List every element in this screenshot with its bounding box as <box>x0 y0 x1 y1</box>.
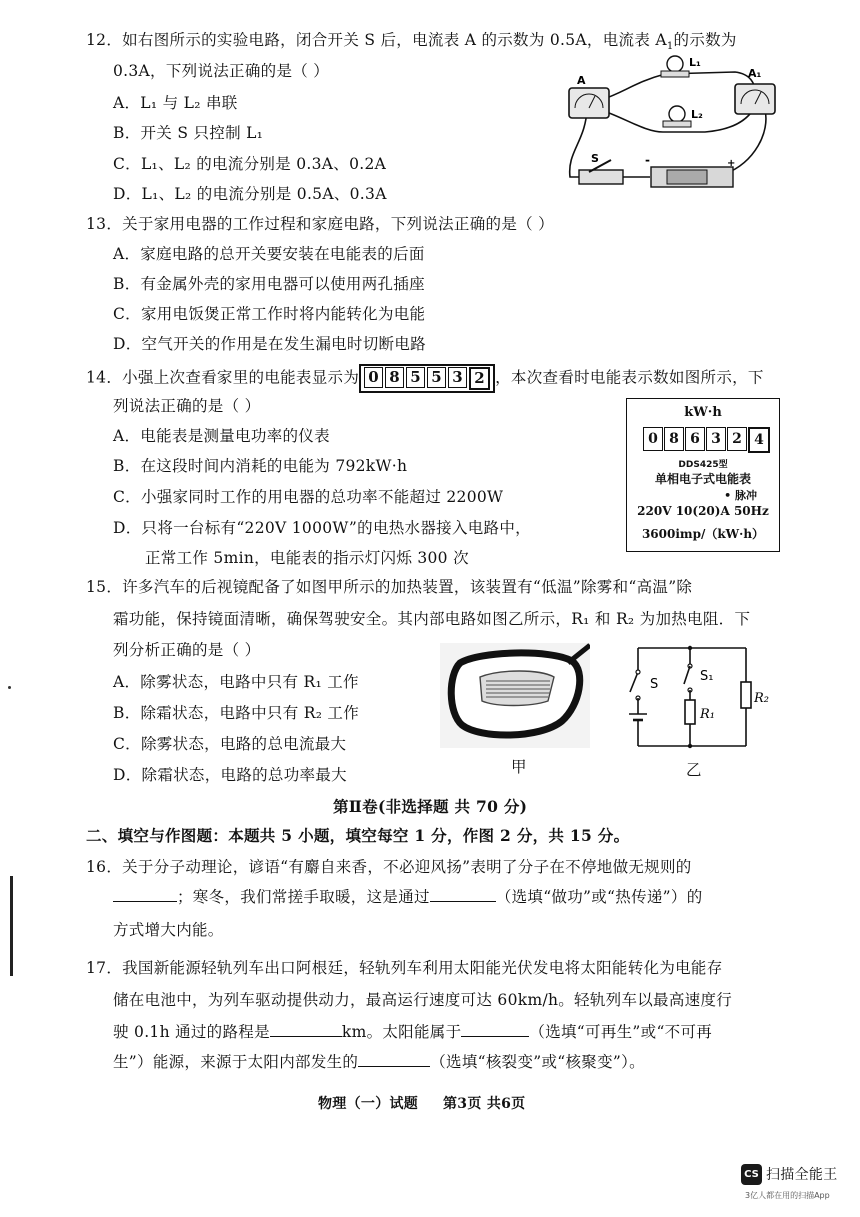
q17-blank-2[interactable] <box>461 1022 529 1037</box>
footer-subject: 物理（一）试题 <box>318 1096 419 1112</box>
ammeter-a1-icon <box>735 84 775 114</box>
q17-line1: 17．我国新能源轻轨列车出口阿根廷，轻轨列车利用太阳能光伏发电将太阳能转化为电能存 <box>86 959 723 977</box>
meter-unit: kW·h <box>684 405 722 420</box>
resistor-r2-label: R₂ <box>754 691 769 706</box>
meter-current-reading: 0 8 6 3 2 4 <box>643 427 771 453</box>
meter-name: 单相电子式电能表 <box>654 472 751 486</box>
section-heading: 二、填空与作图题：本题共 5 小题，填空每空 1 分，作图 2 分，共 15 分。 <box>86 826 630 845</box>
battery-minus-label: - <box>645 153 650 167</box>
q15-option-b: B．除霜状态，电路中只有 R₂ 工作 <box>113 704 360 722</box>
q12-option-b: B．开关 S 只控制 L₁ <box>113 124 264 142</box>
q13-option-d: D．空气开关的作用是在发生漏电时切断电路 <box>113 335 426 353</box>
previous-meter-reading: 0 8 5 5 3 2 <box>359 364 495 393</box>
bulb-l1-icon <box>661 56 689 77</box>
q13-option-c: C．家用电饭煲正常工作时将内能转化为电能 <box>113 305 426 323</box>
ammeter-a1-label: A₁ <box>748 67 762 80</box>
q12-option-c: C．L₁、L₂ 的电流分别是 0.3A、0.2A <box>113 155 387 173</box>
q15-option-d: D．除霜状态，电路的总功率最大 <box>113 766 347 784</box>
q17-blank-1[interactable] <box>270 1022 342 1037</box>
bulb-l2-label: L₂ <box>691 108 703 121</box>
q13-option-b: B．有金属外壳的家用电器可以使用两孔插座 <box>113 275 425 293</box>
energy-meter-panel <box>626 398 780 552</box>
q14-option-a: A．电能表是测量电功率的仪表 <box>113 427 330 445</box>
q15-option-c: C．除雾状态，电路的总电流最大 <box>113 735 347 753</box>
q17-blank-3[interactable] <box>358 1052 430 1067</box>
q14-stem-line2: 列说法正确的是（ ） <box>113 397 261 415</box>
heating-circuit-figure <box>622 640 772 752</box>
switch-s-label: S <box>591 152 599 165</box>
resistor-r1-label: R₁ <box>700 707 715 722</box>
q15-stem-line1: 15．许多汽车的后视镜配备了如图甲所示的加热装置，该装置有“低温”除雾和“高温”除 <box>86 578 693 596</box>
meter-imp: 3600imp/（kW·h） <box>641 527 765 541</box>
q17-line3: 驶 0.1h 通过的路程是 km。太阳能属于 （选填“可再生”或“不可再 <box>113 1023 713 1041</box>
q17-line4: 生”）能源，来源于太阳内部发生的 （选填“核裂变”或“核聚变”）。 <box>113 1053 645 1071</box>
ammeter-a-icon <box>569 88 609 118</box>
switch-s1-label: S₁ <box>700 669 714 684</box>
battery-icon <box>651 167 733 187</box>
q16-line3: 方式增大内能。 <box>113 921 224 939</box>
q16-line1: 16．关于分子动理论，谚语“有麝自来香，不必迎风扬”表明了分子在不停地做无规则的 <box>86 858 692 876</box>
meter-spec: 220V 10(20)A 50Hz <box>637 504 769 518</box>
q15-option-a: A．除雾状态，电路中只有 R₁ 工作 <box>113 673 359 691</box>
q12-stem-line1: 12．如右图所示的实验电路，闭合开关 S 后，电流表 A 的示数为 0.5A，电流表 $A_1$的示数为 <box>86 31 737 53</box>
q13-option-a: A．家庭电路的总开关要安装在电能表的后面 <box>113 245 425 263</box>
q14-stem-line1: 14．小强上次查看家里的电能表显示为 0 8 5 5 3 2 ，本次查看时电能表示数如图所示，下 <box>86 364 764 393</box>
scanner-logo-icon: CS <box>741 1164 762 1185</box>
switch-s-label: S <box>650 677 659 692</box>
section-title: 第Ⅱ卷(非选择题 共 70 分) <box>333 797 528 816</box>
q15-stem-line2: 霜功能，保持镜面清晰，确保驾驶安全。其内部电路如图乙所示，R₁ 和 R₂ 为加热电阻．下 <box>113 610 751 628</box>
switch-s-icon <box>579 160 623 184</box>
watermark-slogan: 3亿人都在用的扫描App <box>745 1191 830 1200</box>
q14-option-d: D．只将一台标有“220V 1000W”的电热水器接入电路中， <box>113 519 531 537</box>
ammeter-a-label: A <box>577 74 586 87</box>
scan-edge-mark <box>10 876 13 976</box>
q16-blank-1[interactable] <box>113 887 177 902</box>
battery-plus-label: + <box>727 158 736 169</box>
scan-dot <box>8 686 11 689</box>
q12-circuit-figure <box>555 52 780 200</box>
q16-line2: ；寒冬，我们常搓手取暖，这是通过 （选填“做功”或“热传递”）的 <box>113 887 703 907</box>
q14-option-d-line2: 正常工作 5min，电能表的指示灯闪烁 300 次 <box>145 549 469 567</box>
q14-option-b: B．在这段时间内消耗的电能为 792kW·h <box>113 457 408 475</box>
meter-model: DDS425型 <box>678 460 728 470</box>
q13-stem: 13．关于家用电器的工作过程和家庭电路，下列说法正确的是（ ） <box>86 215 554 233</box>
q17-line2: 储在电池中，为列车驱动提供动力，最高运行速度可达 60km/h。轻轨列车以最高速度行 <box>113 991 733 1009</box>
q14-option-c: C．小强家同时工作的用电器的总功率不能超过 2200W <box>113 488 504 506</box>
q15-stem-line3: 列分析正确的是（ ） <box>113 641 261 659</box>
bulb-l1-label: L₁ <box>689 56 701 69</box>
watermark-name: 扫描全能王 <box>766 1167 838 1183</box>
q12-option-a: A．L₁ 与 L₂ 串联 <box>113 94 238 112</box>
meter-pulse: • 脉冲 <box>724 489 757 502</box>
q16-blank-2[interactable] <box>430 887 496 902</box>
mirror-heater-figure <box>440 643 590 748</box>
bulb-l2-icon <box>663 106 691 127</box>
q12-stem-line2: 0.3A，下列说法正确的是（ ） <box>113 62 330 80</box>
figure-yi-label: 乙 <box>686 761 702 779</box>
q12-option-d: D．L₁、L₂ 的电流分别是 0.5A、0.3A <box>113 185 387 203</box>
figure-jia-label: 甲 <box>511 758 527 776</box>
footer-page: 第3页 共6页 <box>443 1096 526 1112</box>
